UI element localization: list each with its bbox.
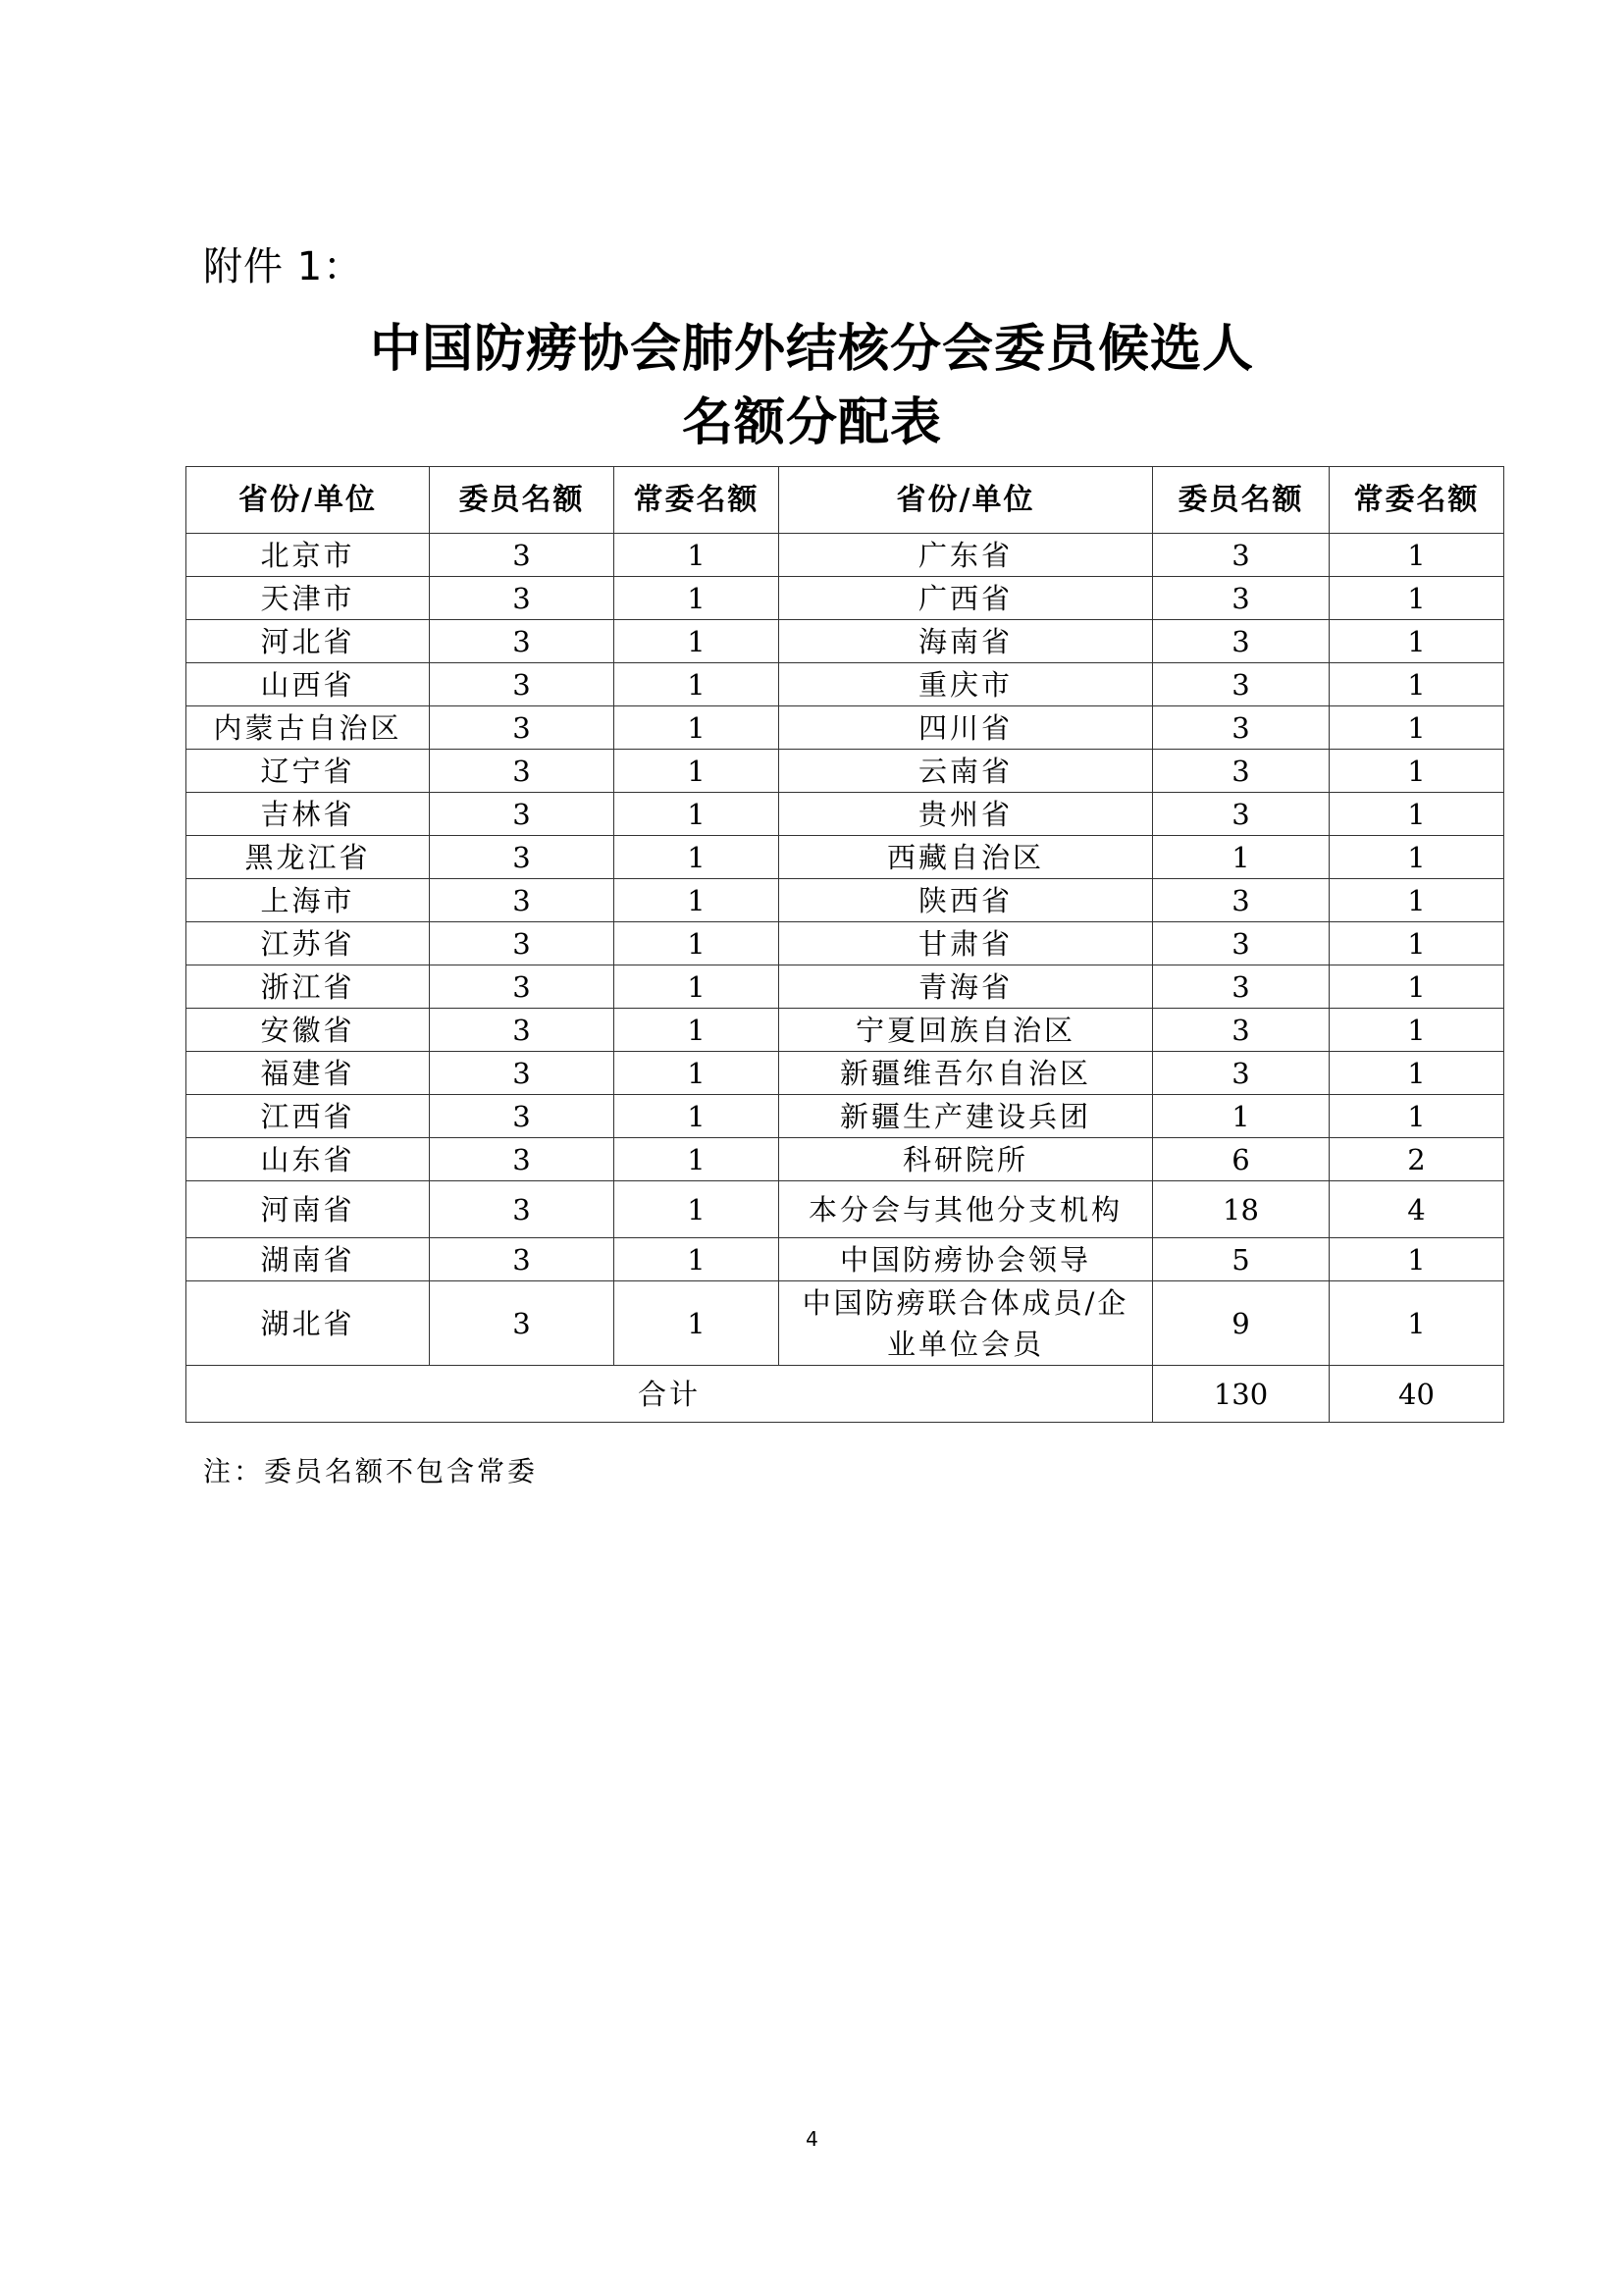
left-standing-cell: 1 bbox=[614, 534, 779, 577]
right-members-cell: 6 bbox=[1153, 1138, 1330, 1181]
table-row bbox=[186, 577, 1504, 620]
left-unit-cell: 江西省 bbox=[186, 1095, 430, 1138]
right-standing-cell: 1 bbox=[1330, 1095, 1504, 1138]
right-standing-cell: 1 bbox=[1330, 836, 1504, 879]
right-unit-cell: 本分会与其他分支机构 bbox=[779, 1181, 1153, 1238]
left-standing-cell: 1 bbox=[614, 706, 779, 750]
table-row bbox=[186, 793, 1504, 836]
right-standing-cell: 1 bbox=[1330, 922, 1504, 965]
table-row bbox=[186, 534, 1504, 577]
left-unit-cell: 辽宁省 bbox=[186, 750, 430, 793]
right-members-cell: 3 bbox=[1153, 577, 1330, 620]
left-members-cell: 3 bbox=[430, 706, 614, 750]
table-row bbox=[186, 663, 1504, 706]
right-members-cell: 3 bbox=[1153, 793, 1330, 836]
table-row bbox=[186, 1009, 1504, 1052]
left-members-cell: 3 bbox=[430, 1238, 614, 1281]
right-standing-cell: 1 bbox=[1330, 534, 1504, 577]
left-unit-cell: 湖南省 bbox=[186, 1238, 430, 1281]
table-row bbox=[186, 706, 1504, 750]
left-unit-cell: 山西省 bbox=[186, 663, 430, 706]
header-right-members: 委员名额 bbox=[1153, 467, 1330, 534]
left-standing-cell: 1 bbox=[614, 793, 779, 836]
left-standing-cell: 1 bbox=[614, 1095, 779, 1138]
table-row bbox=[186, 1138, 1504, 1181]
header-left-unit: 省份/单位 bbox=[186, 467, 430, 534]
right-unit-cell: 海南省 bbox=[779, 620, 1153, 663]
table-note: 注：委员名额不包含常委 bbox=[203, 1455, 539, 1487]
total-row bbox=[186, 1366, 1504, 1423]
page-number: 4 bbox=[806, 2127, 818, 2151]
right-members-cell: 3 bbox=[1153, 879, 1330, 922]
table-row bbox=[186, 1052, 1504, 1095]
left-unit-cell: 浙江省 bbox=[186, 965, 430, 1009]
left-members-cell: 3 bbox=[430, 1181, 614, 1238]
right-members-cell: 3 bbox=[1153, 1009, 1330, 1052]
left-unit-cell: 江苏省 bbox=[186, 922, 430, 965]
right-members-cell: 3 bbox=[1153, 1052, 1330, 1095]
left-members-cell: 3 bbox=[430, 1281, 614, 1366]
left-members-cell: 3 bbox=[430, 965, 614, 1009]
right-unit-cell: 西藏自治区 bbox=[779, 836, 1153, 879]
left-unit-cell: 天津市 bbox=[186, 577, 430, 620]
document-title-line-1: 中国防痨协会肺外结核分会委员候选人 bbox=[369, 319, 1254, 379]
attachment-label: 附件 1： bbox=[203, 244, 364, 289]
left-members-cell: 3 bbox=[430, 750, 614, 793]
left-unit-cell: 安徽省 bbox=[186, 1009, 430, 1052]
right-unit-cell: 云南省 bbox=[779, 750, 1153, 793]
table-row bbox=[186, 750, 1504, 793]
right-members-cell: 3 bbox=[1153, 706, 1330, 750]
right-members-cell: 3 bbox=[1153, 750, 1330, 793]
right-members-cell: 3 bbox=[1153, 663, 1330, 706]
right-standing-cell: 1 bbox=[1330, 1009, 1504, 1052]
left-members-cell: 3 bbox=[430, 534, 614, 577]
right-members-cell: 5 bbox=[1153, 1238, 1330, 1281]
table-row bbox=[186, 965, 1504, 1009]
right-unit-line-1: 中国防痨联合体成员/企 bbox=[802, 1285, 1129, 1320]
right-members-cell: 1 bbox=[1153, 836, 1330, 879]
right-unit-cell: 宁夏回族自治区 bbox=[779, 1009, 1153, 1052]
right-standing-cell: 1 bbox=[1330, 965, 1504, 1009]
right-standing-cell: 4 bbox=[1330, 1181, 1504, 1238]
left-unit-cell: 河北省 bbox=[186, 620, 430, 663]
right-members-cell: 9 bbox=[1153, 1281, 1330, 1366]
left-members-cell: 3 bbox=[430, 879, 614, 922]
right-standing-cell: 1 bbox=[1330, 1238, 1504, 1281]
total-members: 130 bbox=[1153, 1366, 1330, 1423]
right-unit-cell bbox=[779, 1281, 1153, 1366]
right-standing-cell: 1 bbox=[1330, 706, 1504, 750]
right-unit-cell: 新疆生产建设兵团 bbox=[779, 1095, 1153, 1138]
right-standing-cell: 1 bbox=[1330, 577, 1504, 620]
left-unit-cell: 内蒙古自治区 bbox=[186, 706, 430, 750]
header-right-standing: 常委名额 bbox=[1330, 467, 1504, 534]
right-members-cell: 3 bbox=[1153, 922, 1330, 965]
left-unit-cell: 湖北省 bbox=[186, 1281, 430, 1366]
right-standing-cell: 1 bbox=[1330, 1052, 1504, 1095]
left-standing-cell: 1 bbox=[614, 965, 779, 1009]
right-standing-cell: 1 bbox=[1330, 620, 1504, 663]
right-standing-cell: 1 bbox=[1330, 750, 1504, 793]
left-standing-cell: 1 bbox=[614, 1238, 779, 1281]
table-row bbox=[186, 922, 1504, 965]
right-members-cell: 3 bbox=[1153, 965, 1330, 1009]
left-standing-cell: 1 bbox=[614, 1009, 779, 1052]
left-unit-cell: 黑龙江省 bbox=[186, 836, 430, 879]
right-unit-cell: 贵州省 bbox=[779, 793, 1153, 836]
table-row bbox=[186, 1095, 1504, 1138]
right-standing-cell: 1 bbox=[1330, 793, 1504, 836]
document-title-line-2: 名额分配表 bbox=[681, 392, 942, 452]
right-standing-cell: 1 bbox=[1330, 663, 1504, 706]
left-standing-cell: 1 bbox=[614, 663, 779, 706]
right-members-cell: 3 bbox=[1153, 620, 1330, 663]
left-members-cell: 3 bbox=[430, 663, 614, 706]
left-members-cell: 3 bbox=[430, 1138, 614, 1181]
right-standing-cell: 1 bbox=[1330, 879, 1504, 922]
right-unit-cell: 广西省 bbox=[779, 577, 1153, 620]
right-unit-cell: 广东省 bbox=[779, 534, 1153, 577]
table-row bbox=[186, 1281, 1504, 1366]
left-standing-cell: 1 bbox=[614, 750, 779, 793]
right-unit-cell: 科研院所 bbox=[779, 1138, 1153, 1181]
right-unit-cell: 中国防痨协会领导 bbox=[779, 1238, 1153, 1281]
right-unit-cell: 甘肃省 bbox=[779, 922, 1153, 965]
left-unit-cell: 河南省 bbox=[186, 1181, 430, 1238]
header-right-unit: 省份/单位 bbox=[779, 467, 1153, 534]
right-unit-cell: 青海省 bbox=[779, 965, 1153, 1009]
right-standing-cell: 2 bbox=[1330, 1138, 1504, 1181]
left-members-cell: 3 bbox=[430, 1052, 614, 1095]
quota-allocation-table bbox=[185, 466, 1504, 1423]
table-row bbox=[186, 879, 1504, 922]
right-members-cell: 1 bbox=[1153, 1095, 1330, 1138]
left-members-cell: 3 bbox=[430, 793, 614, 836]
left-standing-cell: 1 bbox=[614, 879, 779, 922]
right-unit-line-2: 业单位会员 bbox=[886, 1327, 1044, 1361]
table-row bbox=[186, 1238, 1504, 1281]
right-unit-cell: 新疆维吾尔自治区 bbox=[779, 1052, 1153, 1095]
table-row bbox=[186, 1181, 1504, 1238]
left-unit-cell: 北京市 bbox=[186, 534, 430, 577]
left-unit-cell: 山东省 bbox=[186, 1138, 430, 1181]
left-members-cell: 3 bbox=[430, 1009, 614, 1052]
left-standing-cell: 1 bbox=[614, 1138, 779, 1181]
header-left-standing: 常委名额 bbox=[614, 467, 779, 534]
total-standing: 40 bbox=[1330, 1366, 1504, 1423]
left-unit-cell: 上海市 bbox=[186, 879, 430, 922]
left-unit-cell: 福建省 bbox=[186, 1052, 430, 1095]
left-members-cell: 3 bbox=[430, 922, 614, 965]
left-members-cell: 3 bbox=[430, 620, 614, 663]
left-standing-cell: 1 bbox=[614, 836, 779, 879]
left-standing-cell: 1 bbox=[614, 620, 779, 663]
left-members-cell: 3 bbox=[430, 836, 614, 879]
right-unit-cell: 陕西省 bbox=[779, 879, 1153, 922]
header-left-members: 委员名额 bbox=[430, 467, 614, 534]
table-row bbox=[186, 620, 1504, 663]
right-unit-cell: 重庆市 bbox=[779, 663, 1153, 706]
right-standing-cell: 1 bbox=[1330, 1281, 1504, 1366]
total-label: 合计 bbox=[186, 1366, 1153, 1423]
left-unit-cell: 吉林省 bbox=[186, 793, 430, 836]
left-standing-cell: 1 bbox=[614, 577, 779, 620]
right-unit-cell: 四川省 bbox=[779, 706, 1153, 750]
left-standing-cell: 1 bbox=[614, 1281, 779, 1366]
right-members-cell: 18 bbox=[1153, 1181, 1330, 1238]
right-members-cell: 3 bbox=[1153, 534, 1330, 577]
table-header-row bbox=[186, 467, 1504, 534]
left-standing-cell: 1 bbox=[614, 1181, 779, 1238]
left-standing-cell: 1 bbox=[614, 1052, 779, 1095]
left-members-cell: 3 bbox=[430, 1095, 614, 1138]
left-standing-cell: 1 bbox=[614, 922, 779, 965]
left-members-cell: 3 bbox=[430, 577, 614, 620]
table-row bbox=[186, 836, 1504, 879]
